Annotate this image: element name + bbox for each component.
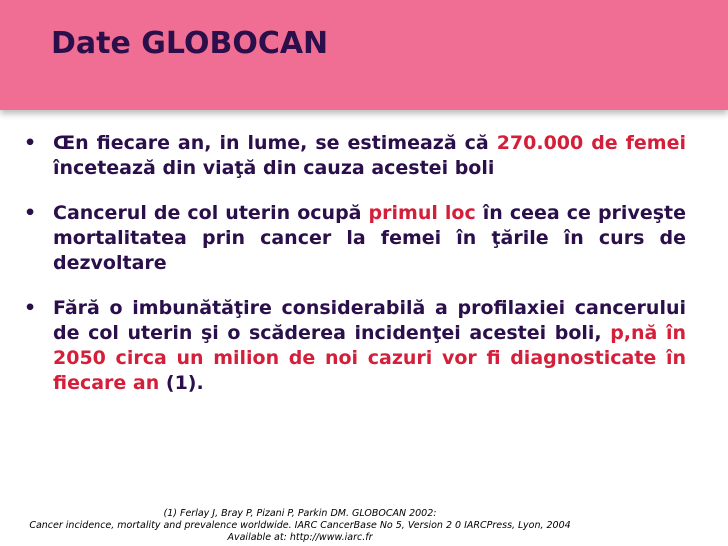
- bullet-marker: •: [24, 132, 37, 154]
- highlighted-text: p,nă în 2050 circa un milion de noi cazuri vor fi diagnosticate în fiecare an: [53, 322, 686, 394]
- reference-footnote: [0, 508, 600, 544]
- bullet-text-segment: Cancerul de col uterin ocupă: [53, 202, 369, 224]
- highlighted-text: 270.000 de femei: [496, 132, 686, 154]
- bullet-item: [24, 131, 686, 181]
- highlighted-text: primul loc: [368, 202, 476, 224]
- bullet-marker: •: [24, 202, 37, 224]
- bullet-marker: •: [24, 297, 37, 319]
- bullet-text-segment: Œn fiecare an, in lume, se estimează că: [53, 132, 497, 154]
- footnote-line: Cancer incidence, mortality and prevalence worldwide. IARC CancerBase No 5, Version 2 0 IARCPress, Lyon, 2004: [29, 520, 571, 531]
- footnote-url-line: Available at: http://www.iarc.fr: [227, 532, 373, 543]
- bullet-text-segment: în ceea ce priveşte mortalitatea prin cancer la femei în ţările în curs de dezvoltare: [53, 202, 686, 274]
- bullet-text-segment: încetează din viaţă din cauza acestei boli: [53, 157, 495, 179]
- footnote-line: (1) Ferlay J, Bray P, Pizani P, Parkin DM. GLOBOCAN 2002:: [163, 508, 437, 519]
- bullet-list: [24, 131, 686, 416]
- bullet-text-segment: (1).: [159, 372, 204, 394]
- bullet-item: [24, 296, 686, 396]
- slide-title: Date GLOBOCAN: [51, 26, 329, 61]
- bullet-item: [24, 201, 686, 276]
- title-banner: [0, 0, 728, 110]
- bullet-text-segment: Fără o imbunătăţire considerabilă a profilaxiei cancerului de col uterin şi o scăderea incidenţei acestei boli,: [53, 297, 686, 344]
